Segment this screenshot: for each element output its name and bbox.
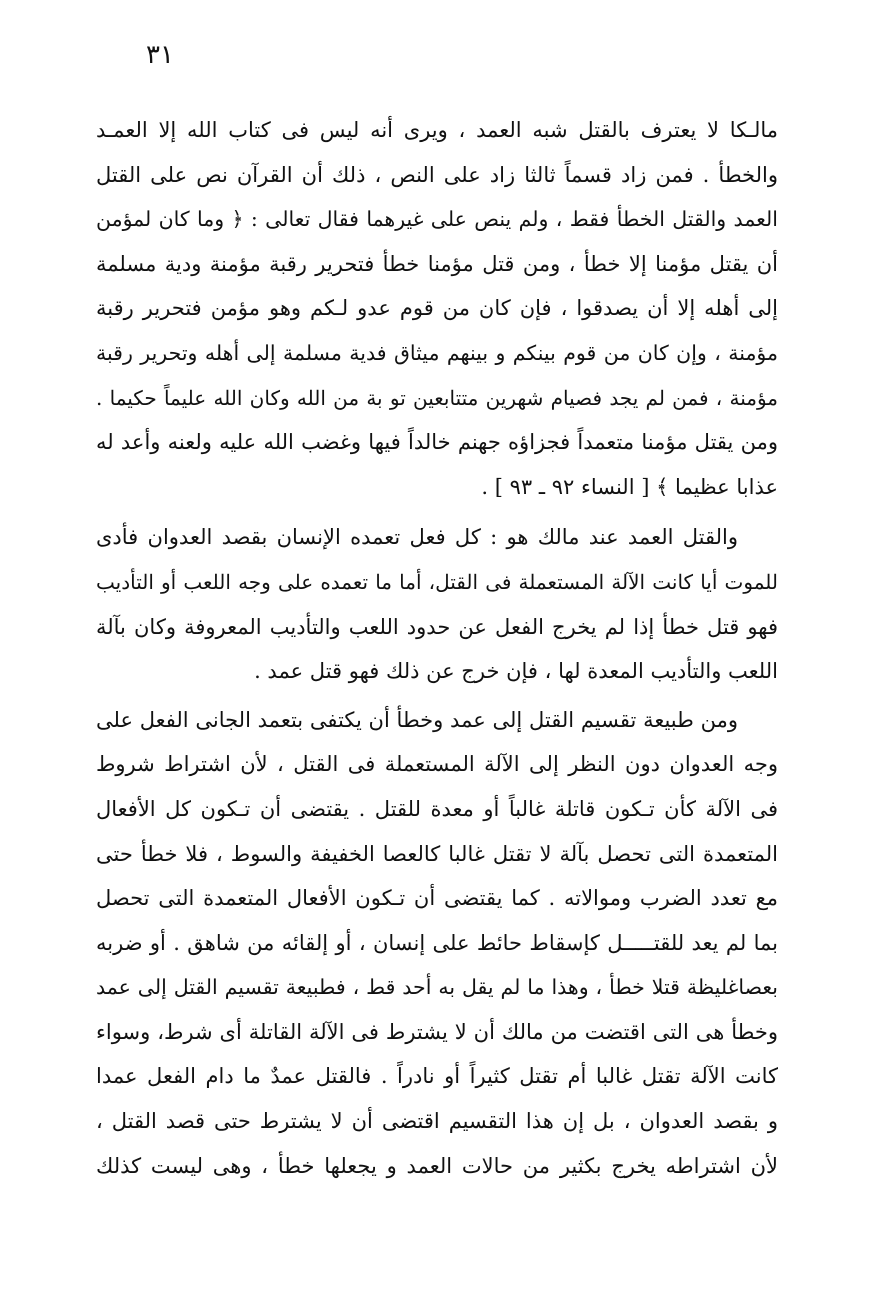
text-line: فهو قتل خطأ إذا لم يخرج الفعل عن حدود اللعب والتأديب المعروفة وكان بآلة — [96, 614, 778, 639]
text-line: مؤمنة ، فمن لم يجد فصيام شهرين متتابعين تو بة من الله وكان الله عليماً حكيما . — [96, 385, 778, 410]
body-text — [96, 108, 778, 1188]
text-line: وجه العدوان دون النظر إلى الآلة المستعملة فى القتل ، لأن اشتراط شروط — [96, 752, 778, 777]
text-line: ومن طبيعة تقسيم القتل إلى عمد وخطأ أن يكتفى بتعمد الجانى الفعل على — [96, 707, 738, 732]
text-line: وخطأ هى التى اقتضت من مالك أن لا يشترط فى الآلة القاتلة أى شرط، وسواء — [96, 1019, 778, 1044]
text-line: كانت الآلة تقتل غالبا أم تقتل كثيراً أو نادراً . فالقتل عمدٌ ما دام الفعل عمدا — [96, 1064, 778, 1089]
text-line: إلى أهله إلا أن يصدقوا ، فإن كان من قوم عدو لـكم وهو مؤمن فتحرير رقبة — [96, 296, 778, 321]
text-line: والقتل العمد عند مالك هو : كل فعل تعمده الإنسان بقصد العدوان فأدى — [96, 525, 738, 550]
text-line: بما لم يعد للقتـــــل كإسقاط حائط على إنسان ، أو إلقائه من شاهق . أو ضربه — [96, 930, 778, 955]
text-line: فى الآلة كأن تـكون قاتلة غالباً أو معدة للقتل . يقتضى أن تـكون كل الأفعال — [96, 796, 778, 821]
text-line: أن يقتل مؤمنا إلا خطأ ، ومن قتل مؤمنا خطأ فتحرير رقبة مؤمنة ودية مسلمة — [96, 251, 778, 276]
text-line: المتعمدة التى تحصل بآلة لا تقتل غالبا كالعصا الخفيفة والسوط ، فلا خطأ حتى — [96, 841, 778, 866]
text-line: مع تعدد الضرب وموالاته . كما يقتضى أن تـكون الأفعال المتعمدة التى تحصل — [96, 886, 778, 911]
text-line: مالـكا لا يعترف بالقتل شبه العمد ، ويرى أنه ليس فى كتاب الله إلا العمـد — [96, 118, 778, 142]
text-line: لأن اشتراطه يخرج بكثير من حالات العمد و يجعلها خطأ ، وهى ليست كذلك — [96, 1153, 778, 1178]
text-line: مؤمنة ، وإن كان من قوم بينكم و بينهم ميثاق فدية مسلمة إلى أهله وتحرير رقبة — [96, 340, 778, 365]
paragraph-intentional-killing-definition — [96, 515, 778, 693]
text-line: و بقصد العدوان ، بل إن هذا التقسيم اقتضى أن لا يشترط حتى قصد القتل ، — [96, 1109, 778, 1134]
text-line: للموت أيا كانت الآلة المستعملة فى القتل، أما ما تعمده على وجه اللعب أو التأديب — [96, 569, 778, 594]
text-line: العمد والقتل الخطأ فقط ، ولم ينص على غيرهما فقال تعالى : ﴿ وما كان لمؤمن — [96, 207, 778, 232]
text-line: والخطأ . فمن زاد قسماً ثالثا زاد على النص ، ذلك أن القرآن نص على القتل — [96, 162, 778, 187]
page-number: ٣١ — [146, 40, 174, 70]
paragraph-classification-nature — [96, 698, 778, 1189]
text-line: بعصاغليظة قتلا خطأ ، وهذا ما لم يقل به أحد قط ، فطبيعة تقسيم القتل إلى عمد — [96, 975, 778, 1000]
paragraph-malik-intro — [96, 108, 778, 509]
text-line: عذابا عظيما ﴾ [ النساء ٩٢ ـ ٩٣ ] . — [481, 474, 778, 499]
text-line: ومن يقتل مؤمنا متعمداً فجزاؤه جهنم خالداً فيها وغضب الله عليه ولعنه وأعد له — [96, 430, 778, 455]
text-line: اللعب والتأديب المعدة لها ، فإن خرج عن ذلك فهو قتل عمد . — [254, 659, 778, 684]
